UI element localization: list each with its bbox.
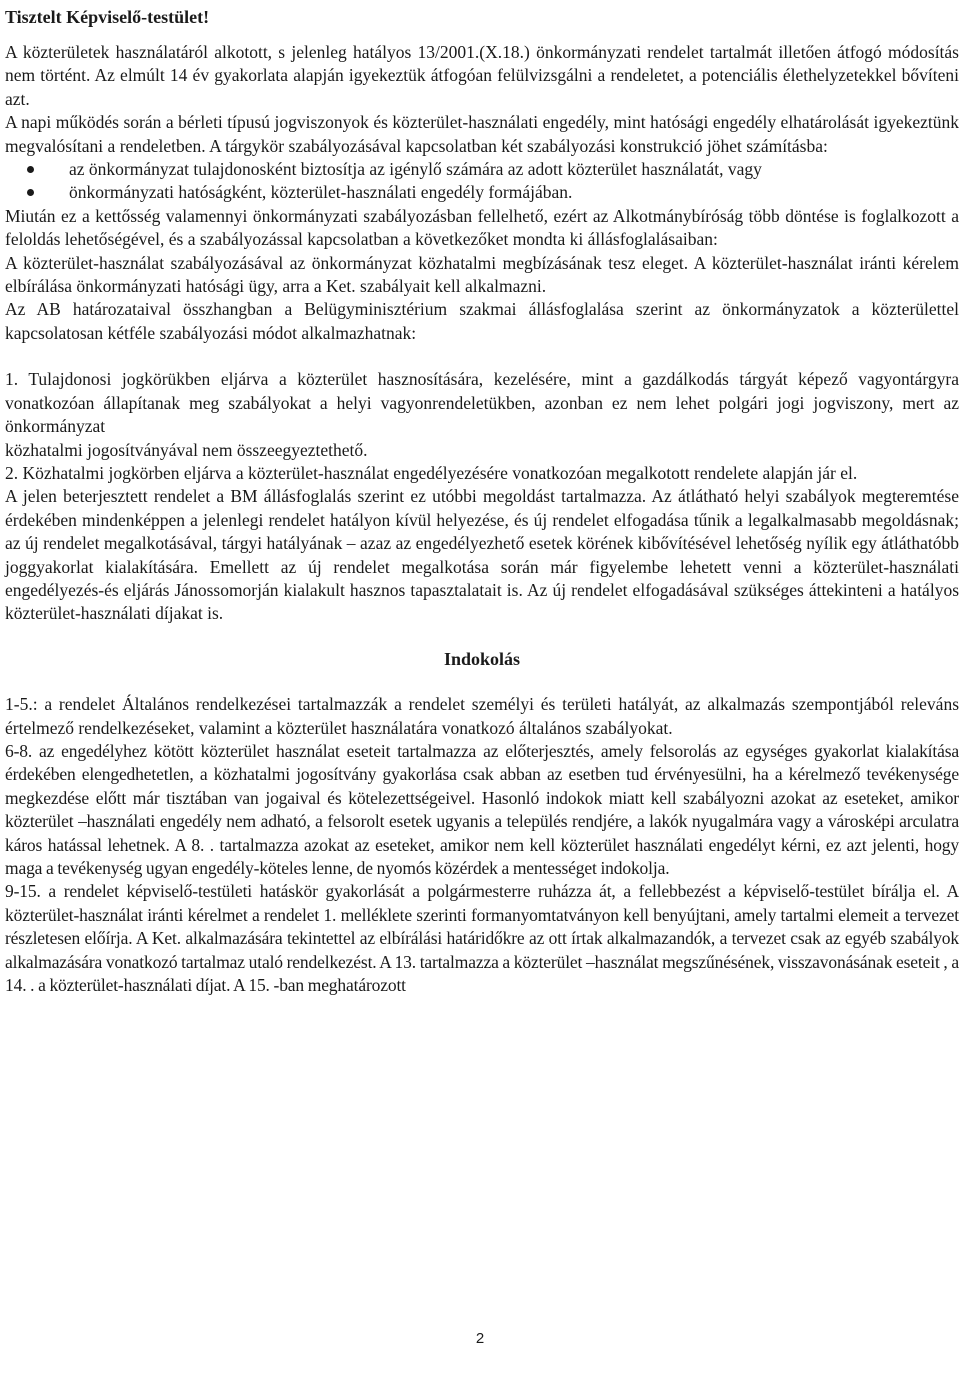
list-item [5, 158, 959, 181]
spacer [5, 345, 959, 368]
intro-paragraph-1: A közterületek használatáról alkotott, s jelenleg hatályos 13/2001.(X.18.) önkormányzati rendelet tartalmát illetően átfogó módosítás nem történt. Az elmúlt 14 év gyakorlata alapján igyekeztük átfogóan felülvizsgálni a rendeletet, a potenciális élethelyzetekkel bővíteni azt. [5, 42, 959, 109]
list-item-text: önkormányzati hatóságként, közterület-használati engedély formájában. [69, 182, 573, 203]
body-paragraph-3: Az AB határozataival összhangban a Belügyminisztérium szakmai állásfoglalása szerint az önkormányzatok a közterülettel kapcsolatosan kétféle szabályozási módot alkalmazhatnak: [5, 299, 959, 343]
numbered-paragraph-1-continued: közhatalmi jogosítványával nem összeegyeztethető. [5, 439, 368, 460]
salutation: Tisztelt Képviselő-testület! [5, 7, 210, 27]
list-item-text: az önkormányzat tulajdonosként biztosítja az igénylő számára az adott közterület használatát, vagy [69, 159, 762, 180]
numbered-paragraph-2: 2. Közhatalmi jogkörben eljárva a közterület-használat engedélyezésére vonatkozóan megalkotott rendelete alapján jár el. [5, 462, 858, 483]
reasoning-paragraph-1: 1-5.: a rendelet Általános rendelkezései tartalmazzák a rendelet személyi és területi hatályát, az alkalmazás szempontjából releváns értelmező rendelkezéseket, valamint a közterület használatára vonatkozó általános szabályokat. [5, 694, 959, 738]
bullet-icon [27, 166, 34, 173]
construction-list [5, 158, 959, 205]
section-title: Indokolás [443, 648, 521, 669]
numbered-paragraph-1: 1. Tulajdonosi jogkörükben eljárva a közterület hasznosítására, kezelésére, mint a gazdálkodás tárgyát képező vagyontárgyra vonatkozóan állapítanak meg szabályokat a helyi vagyonrendeletükben, azonban ez nem lehet polgári jogi jogviszony, mert az önkormányzat [5, 369, 959, 437]
intro-paragraph-2: A napi működés során a bérleti típusú jogviszonyok és közterület-használati engedély, mint hatósági engedély elhatárolását igyekeztünk megvalósítani a rendeletben. A tárgykör szabályozásával kapcsolatban két szabályozási konstrukció jöhet számításba: [5, 112, 959, 156]
list-item [5, 181, 959, 204]
conclusion-paragraph: A jelen beterjesztett rendelet a BM állásfoglalás szerint ez utóbbi megoldást tartalmazza. Az átlátható helyi szabályok megteremtése érdekében mindenképpen a jelenlegi rendelet hatályon kívül helyezése, és új rendelet elfogadása tűnik a legalkalmasabb megoldásnak; az új rendelet megalkotásával, tárgyi hatályának – azaz az engedélyezhető esetek körének kibővítésével lehetőség nyílik egy átláthatóbb joggyakorlat kialakítására. Emellett az új rendelet megalkotása során már figyelembe lehetett venni a közterület-használati engedélyezés-és eljárás Jánossomorján kialakult hasznos tapasztalatait is. Az új rendelet elfogadásával szükséges áttekinteni a hatályos közterület-használati díjakat is. [5, 486, 959, 624]
reasoning-paragraph-2: 6-8. az engedélyhez kötött közterület használat eseteit tartalmazza az előterjesztés, amely felsorolás az egységes gyakorlat kialakítása érdekében elengedhetetlen, a közhatalmi jogosítvány gyakorlása csak abban az esetben tud érvényesülni, ha a kérelmező tevékenysége megkezdése előtt már tisztában van jogaival és kötelezettségeivel. Hasonló indokok miatt kell szabályozni azokat az eseteket, amikor közterület –használati engedély nem adható, a felsorolt esetek ugyanis a település rendjére, a lakók nyugalmára vagy a városképi arculatra káros hatással lehetnek. A 8. . tartalmazza azokat az eseteket, amikor nem kell közterület használati engedélyt kérni, ez azt jelenti, hogy maga a tevékenység ugyan engedély-köteles lenne, de nyomós közérdek a mentességet indokolja. [5, 740, 959, 878]
bullet-icon [27, 189, 34, 196]
body-paragraph-2: A közterület-használat szabályozásával az önkormányzat közhatalmi megbízásának tesz eleget. A közterület-használat iránti kérelem elbírálása önkormányzati hatósági ügy, arra a Ket. szabályait kell alkalmazni. [5, 252, 959, 297]
page-number: 2 [475, 1330, 485, 1347]
document-page [5, 0, 959, 997]
reasoning-paragraph-3: 9-15. a rendelet képviselő-testületi hatáskör gyakorlását a polgármesterre ruházza át, a fellebbezést a képviselő-testület bírálja el. A közterület-használat iránti kérelmet a rendelet 1. melléklete szerinti formanyomtatványon kell benyújtani, amely tartalmi elemeit a tervezet részletesen előírja. A Ket. alkalmazására tekintettel az elbírálási határidőkre az ott írtak alkalmazandók, a tervezet csak az egyéb szabályok alkalmazására vonatkozó tartalmaz utaló rendelkezést. A 13. tartalmazza a közterület –használat megszűnésének, visszavonásának eseteit , a 14. . a közterület-használati díjat. A 15. -ban meghatározott [5, 881, 959, 996]
body-paragraph-1: Miután ez a kettősség valamennyi önkormányzati szabályozásban fellelhető, ezért az Alkotmánybíróság több döntése is foglalkozott a feloldás lehetőségével, és a szabályozással kapcsolatban a következőket mondta ki állásfoglalásaiban: [5, 205, 959, 250]
